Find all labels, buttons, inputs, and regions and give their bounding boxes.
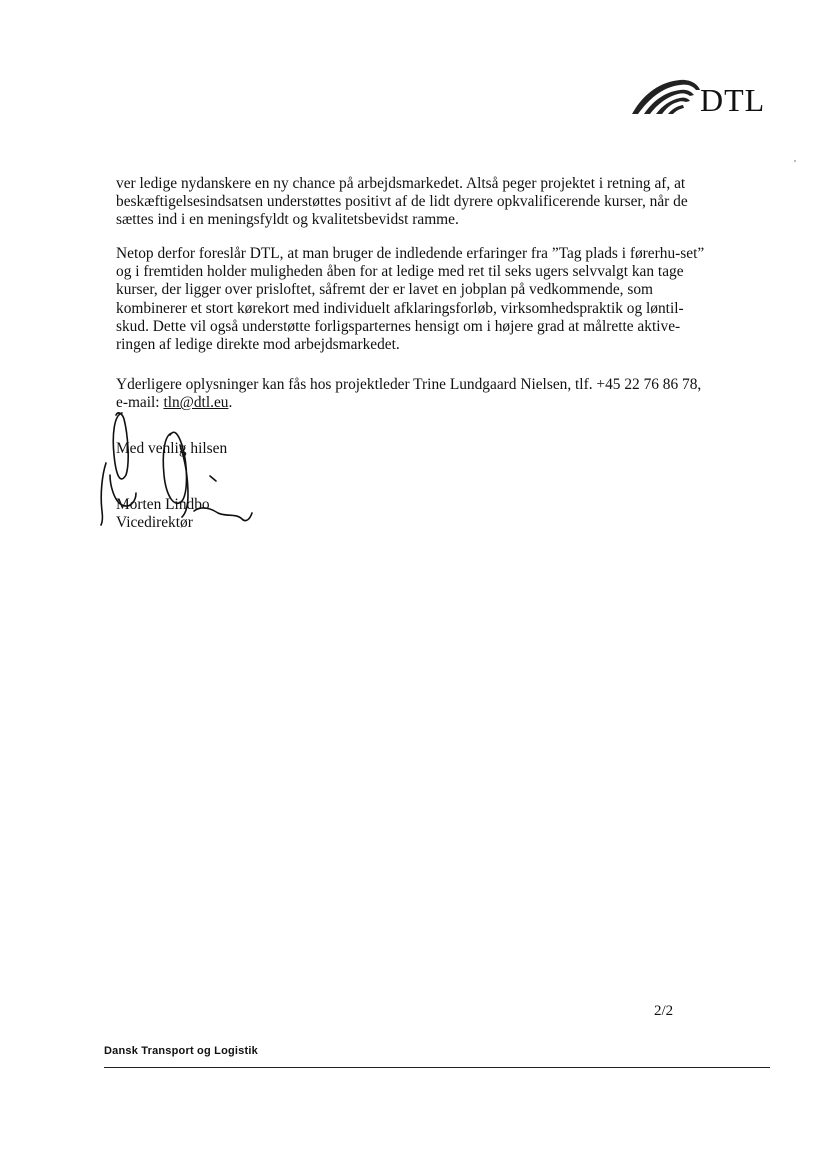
paragraph-1	[116, 175, 708, 230]
footer-organization: Dansk Transport og Logistik	[104, 1045, 258, 1057]
email-link[interactable]: tln@dtl.eu	[163, 394, 229, 412]
paragraph-2	[116, 245, 708, 354]
signer-name: Morten Lindbo	[116, 496, 210, 513]
dtl-swoosh-icon	[628, 74, 702, 118]
scan-speck	[794, 160, 796, 162]
handwritten-signature	[96, 405, 266, 535]
contact-end: .	[228, 394, 233, 412]
dtl-logo	[628, 72, 788, 122]
footer-divider	[104, 1067, 770, 1068]
signer-title: Vicedirektør	[116, 514, 193, 531]
paragraph-1-text: ver ledige nydanskere en ny chance på arbejdsmarkedet. Altså peger projektet i retning af, at beskæftigelsesindsatsen understøttes positivt af de lidt dyrere opkvalificerende kurser, når de sættes ind i en meningsfyldt og kvalitetsbevidst ramme.	[116, 175, 688, 229]
logo-text: DTL	[700, 82, 766, 118]
paragraph-2-text: Netop derfor foreslår DTL, at man bruger de indledende erfaringer fra ”Tag plads i førerhu-set” og i fremtiden holder muligheden åben for at ledige med ret til seks ugers selvvalgt kan tage kurser, der ligger over prisloftet, såfremt der er lavet en jobplan på vedkommende, som kombinerer et stort kørekort med individuelt afklaringsforløb, virksomhedspraktik og løntil-skud. Dette vil også understøtte forligsparternes hensigt om i højere grad at målrette aktive-ringen af ledige direkte mod arbejdsmarkedet.	[116, 245, 705, 354]
contact-text: Yderligere oplysninger kan fås hos projektleder Trine Lundgaard Nielsen, tlf. +45 22 76 86 78, e-mail:	[116, 376, 702, 412]
page-number: 2/2	[654, 1003, 674, 1019]
closing-greeting: Med venlig hilsen	[116, 440, 228, 457]
